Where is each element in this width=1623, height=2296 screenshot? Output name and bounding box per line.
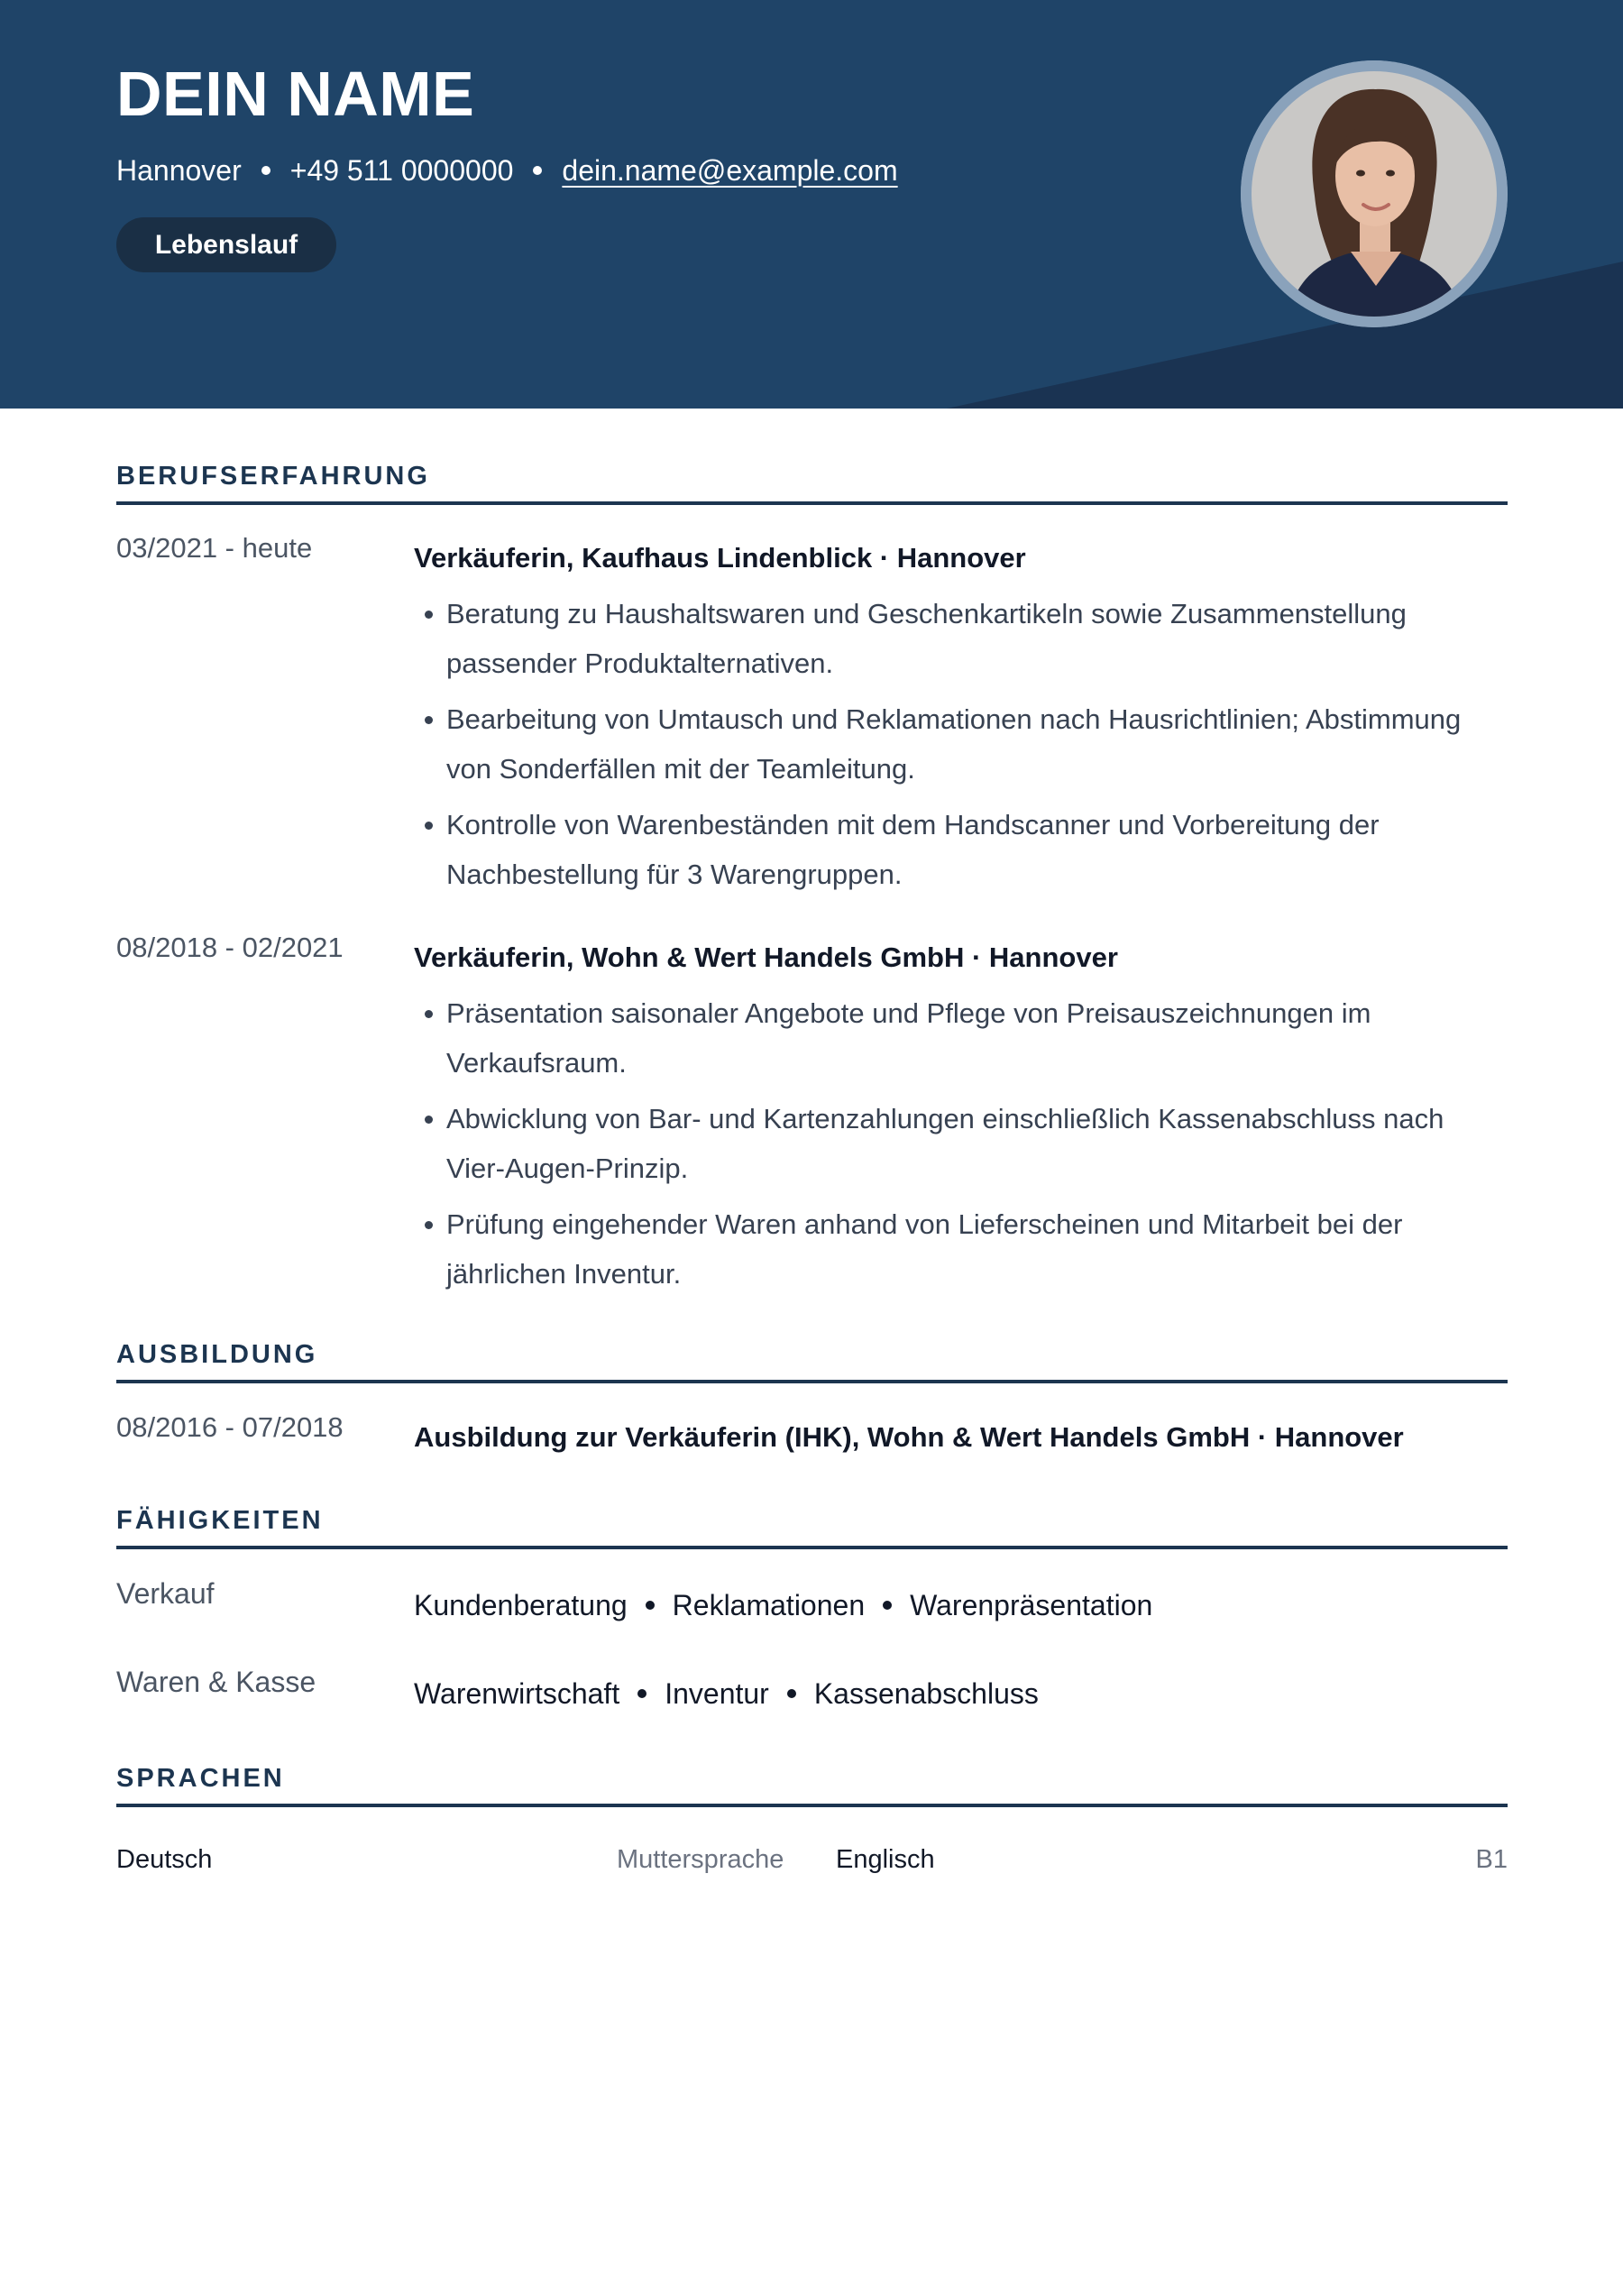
profile-photo xyxy=(1241,60,1508,327)
job-bullet-list xyxy=(414,988,1509,1305)
job-bullet: Bearbeitung von Umtausch und Reklamationen nach Hausrichtlinien; Abstimmung von Sonderfällen mit der Teamleitung. xyxy=(414,694,1509,794)
job-title: Verkäuferin, Kaufhaus Lindenblick · Hannover xyxy=(414,542,1026,574)
skill-group-label: Verkauf xyxy=(116,1577,215,1610)
header-banner xyxy=(0,0,1623,409)
skill-item: Kassenabschluss xyxy=(813,1677,1039,1710)
skill-item: Inventur xyxy=(665,1677,769,1710)
section-title-skills: FÄHIGKEITEN xyxy=(116,1506,324,1535)
job-bullet: Abwicklung von Bar- und Kartenzahlungen einschließlich Kassenabschluss nach Vier-Augen-Prinzip. xyxy=(414,1094,1509,1193)
job-date: 03/2021 - heute xyxy=(116,532,313,564)
person-name: DEIN NAME xyxy=(116,59,475,129)
section-title-languages: SPRACHEN xyxy=(116,1764,285,1793)
skill-group-items xyxy=(414,1587,1152,1623)
skill-item: Warenpräsentation xyxy=(910,1589,1153,1621)
separator-dot-icon xyxy=(533,166,542,175)
education-date: 08/2016 - 07/2018 xyxy=(116,1411,344,1443)
contact-phone[interactable]: +49 511 0000000 xyxy=(289,153,514,187)
job-bullet: Prüfung eingehender Waren anhand von Lieferscheinen und Mitarbeit bei der jährlichen Inventur. xyxy=(414,1199,1509,1299)
job-bullet-list xyxy=(414,589,1509,905)
section-divider xyxy=(116,501,1508,505)
job-bullet: Präsentation saisonaler Angebote und Pflege von Preisauszeichnungen im Verkaufsraum. xyxy=(414,988,1509,1088)
skill-item: Reklamationen xyxy=(672,1589,866,1621)
separator-dot-icon xyxy=(646,1601,655,1610)
job-date: 08/2018 - 02/2021 xyxy=(116,932,344,963)
contact-city: Hannover xyxy=(116,153,242,187)
skill-group-label: Waren & Kasse xyxy=(116,1666,316,1698)
separator-dot-icon xyxy=(261,166,270,175)
separator-dot-icon xyxy=(787,1689,796,1698)
section-title-experience: BERUFSERFAHRUNG xyxy=(116,462,430,491)
job-bullet: Kontrolle von Warenbeständen mit dem Handscanner und Vorbereitung der Nachbestellung für 3 Warengruppen. xyxy=(414,800,1509,899)
contact-email-link[interactable]: dein.name@example.com xyxy=(562,153,898,187)
skill-item: Warenwirtschaft xyxy=(414,1677,620,1710)
separator-dot-icon xyxy=(637,1689,646,1698)
education-title: Ausbildung zur Verkäuferin (IHK), Wohn & Wert Handels GmbH · Hannover xyxy=(414,1421,1404,1453)
document-type-badge: Lebenslauf xyxy=(116,217,336,272)
language-name: Deutsch xyxy=(116,1845,213,1874)
section-divider xyxy=(116,1380,1508,1383)
language-level: Muttersprache xyxy=(617,1845,784,1874)
separator-dot-icon xyxy=(883,1601,892,1610)
section-title-education: AUSBILDUNG xyxy=(116,1340,318,1369)
job-bullet: Beratung zu Haushaltswaren und Geschenkartikeln sowie Zusammenstellung passender Produktalternativen. xyxy=(414,589,1509,688)
language-level: B1 xyxy=(1475,1845,1508,1874)
section-divider xyxy=(116,1546,1508,1549)
contact-line xyxy=(116,150,898,191)
section-divider xyxy=(116,1804,1508,1807)
job-title: Verkäuferin, Wohn & Wert Handels GmbH · Hannover xyxy=(414,941,1118,973)
skill-group-items xyxy=(414,1676,1039,1712)
language-name: Englisch xyxy=(836,1845,935,1874)
skill-item: Kundenberatung xyxy=(414,1589,628,1621)
